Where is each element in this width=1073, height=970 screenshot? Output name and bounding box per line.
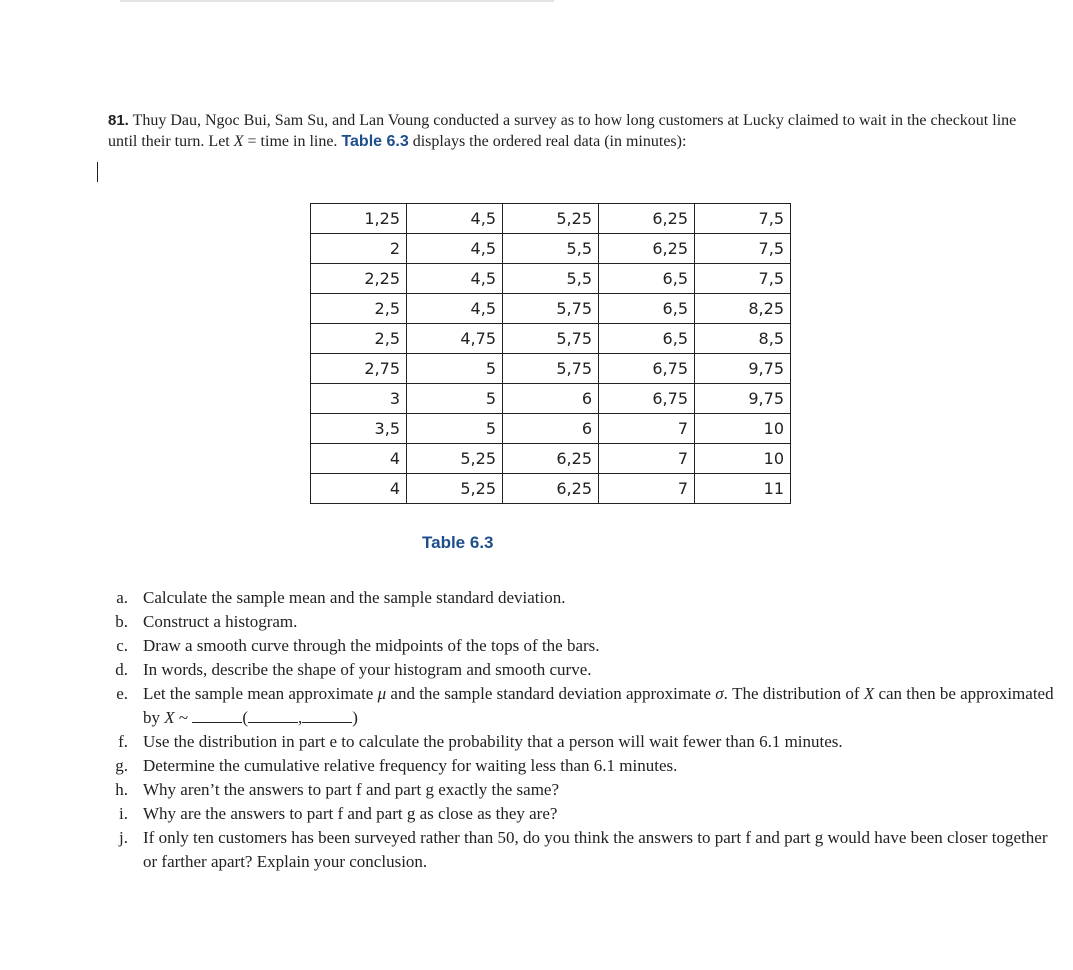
distribution-blank[interactable]	[192, 707, 242, 723]
sigma-symbol: σ	[715, 684, 724, 703]
question-text: Construct a histogram.	[143, 612, 298, 631]
table-row	[311, 264, 791, 294]
table-cell: 4,75	[407, 324, 503, 354]
question-text: Draw a smooth curve through the midpoints of the tops of the bars.	[143, 636, 600, 655]
table-cell: 9,75	[695, 384, 791, 414]
table-cell: 9,75	[695, 354, 791, 384]
table-cell: 6,75	[599, 354, 695, 384]
table-cell: 5	[407, 354, 503, 384]
table-cell: 6,5	[599, 264, 695, 294]
question-g	[108, 754, 1058, 778]
question-marker: g.	[115, 756, 128, 775]
problem-statement	[108, 110, 1028, 152]
table-cell: 4,5	[407, 264, 503, 294]
data-table-body	[311, 204, 791, 504]
table-cell: 6	[503, 414, 599, 444]
table-cell: 5,25	[407, 444, 503, 474]
question-list	[108, 586, 1058, 874]
question-text: Why aren’t the answers to part f and part g exactly the same?	[143, 780, 560, 799]
table-row	[311, 234, 791, 264]
table-cell: 6,25	[599, 204, 695, 234]
table-cell: 4,5	[407, 234, 503, 264]
table-cell: 7,5	[695, 204, 791, 234]
text-cursor	[97, 162, 98, 182]
table-cell: 8,5	[695, 324, 791, 354]
question-text: Calculate the sample mean and the sample standard deviation.	[143, 588, 566, 607]
table-cell: 2	[311, 234, 407, 264]
table-cell: 3	[311, 384, 407, 414]
table-cell: 7,5	[695, 264, 791, 294]
question-text: In words, describe the shape of your histogram and smooth curve.	[143, 660, 592, 679]
question-marker: h.	[115, 780, 128, 799]
problem-variable: X	[233, 133, 244, 150]
table-cell: 8,25	[695, 294, 791, 324]
mu-symbol: μ	[377, 684, 387, 703]
table-cell: 6,25	[503, 474, 599, 504]
question-e-variable: X	[164, 708, 175, 727]
problem-text-3: displays the ordered real data (in minutes):	[408, 133, 687, 150]
table-cell: 5	[407, 414, 503, 444]
table-caption: Table 6.3	[422, 533, 494, 552]
question-h	[108, 778, 1058, 802]
question-f	[108, 730, 1058, 754]
top-divider	[120, 0, 554, 2]
data-table	[310, 203, 791, 504]
question-text: Determine the cumulative relative frequency for waiting less than 6.1 minutes.	[143, 756, 678, 775]
table-cell: 4,5	[407, 204, 503, 234]
question-marker: f.	[118, 732, 128, 751]
question-e-part-3: . The distribution of	[723, 684, 864, 703]
question-e	[108, 682, 1058, 730]
table-cell: 11	[695, 474, 791, 504]
table-row	[311, 384, 791, 414]
question-marker: e.	[116, 684, 128, 703]
problem-number: 81.	[108, 112, 129, 129]
table-cell: 5,25	[503, 204, 599, 234]
question-text: Use the distribution in part e to calculate the probability that a person will wait fewer than 6.1 minutes.	[143, 732, 843, 751]
question-marker: j.	[119, 828, 128, 847]
question-i	[108, 802, 1058, 826]
close-paren: )	[352, 708, 358, 727]
table-cell: 5	[407, 384, 503, 414]
problem-text-1: Thuy Dau, Ngoc Bui, Sam Su, and Lan Voung conducted a survey as to how long customers at Lucky claimed to wait in the checkout line until their turn. Let	[108, 112, 1017, 150]
table-cell: 4,5	[407, 294, 503, 324]
question-e-variable: X	[863, 684, 875, 703]
table-cell: 3,5	[311, 414, 407, 444]
table-cell: 1,25	[311, 204, 407, 234]
table-cell: 2,75	[311, 354, 407, 384]
table-cell: 4	[311, 444, 407, 474]
table-cell: 5,25	[407, 474, 503, 504]
question-text: If only ten customers has been surveyed rather than 50, do you think the answers to part f and part g would have been closer together or farther apart? Explain your conclusion.	[143, 828, 1048, 871]
question-d	[108, 658, 1058, 682]
question-e-part-5: ~	[174, 708, 193, 727]
table-cell: 4	[311, 474, 407, 504]
table-cell: 5,75	[503, 324, 599, 354]
question-marker: i.	[119, 804, 128, 823]
table-row	[311, 354, 791, 384]
table-reference-link[interactable]: Table 6.3	[341, 133, 409, 150]
table-cell: 6	[503, 384, 599, 414]
table-cell: 7,5	[695, 234, 791, 264]
sd-blank[interactable]	[302, 707, 352, 723]
table-cell: 7	[599, 414, 695, 444]
table-row	[311, 444, 791, 474]
table-cell: 5,75	[503, 354, 599, 384]
table-row	[311, 474, 791, 504]
question-text: Why are the answers to part f and part g as close as they are?	[143, 804, 558, 823]
question-b	[108, 610, 1058, 634]
table-cell: 7	[599, 474, 695, 504]
question-e-part-4: can then be approximated by	[143, 684, 1054, 727]
question-marker: d.	[115, 660, 128, 679]
table-cell: 2,5	[311, 324, 407, 354]
comma: ,	[298, 708, 303, 727]
open-paren: (	[242, 708, 249, 727]
question-marker: b.	[115, 612, 128, 631]
table-row	[311, 204, 791, 234]
table-cell: 5,75	[503, 294, 599, 324]
table-cell: 6,25	[599, 234, 695, 264]
question-j	[108, 826, 1058, 874]
table-cell: 2,25	[311, 264, 407, 294]
table-cell: 6,5	[599, 324, 695, 354]
table-cell: 6,5	[599, 294, 695, 324]
table-cell: 6,75	[599, 384, 695, 414]
question-marker: c.	[116, 636, 128, 655]
question-e-part-2: and the sample standard deviation approximate	[386, 684, 716, 703]
question-c	[108, 634, 1058, 658]
table-cell: 10	[695, 444, 791, 474]
table-cell: 2,5	[311, 294, 407, 324]
table-row	[311, 414, 791, 444]
table-cell: 6,25	[503, 444, 599, 474]
question-marker: a.	[116, 588, 128, 607]
table-cell: 5,5	[503, 264, 599, 294]
table-row	[311, 294, 791, 324]
question-a	[108, 586, 1058, 610]
table-cell: 5,5	[503, 234, 599, 264]
question-e-part-1: Let the sample mean approximate	[143, 684, 378, 703]
table-row	[311, 324, 791, 354]
table-cell: 7	[599, 444, 695, 474]
problem-text-2: = time in line.	[243, 133, 342, 150]
table-cell: 10	[695, 414, 791, 444]
mean-blank[interactable]	[248, 707, 298, 723]
